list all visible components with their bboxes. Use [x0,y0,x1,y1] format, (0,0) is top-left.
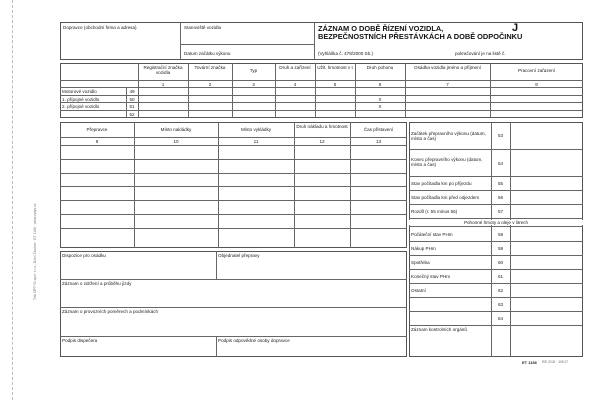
col-number: 11 [253,139,259,144]
continuation-label: pokračování je na listě č. [455,51,506,56]
fuel-code: 58 [497,232,504,237]
col-number: 6 [378,81,382,87]
col-number: 1 [161,81,165,87]
col-header-kind: Druh a zařízení [279,65,311,70]
odo-after-label: Stav počítadla km po příjezdu [411,181,472,186]
col-header-type: Typ [249,68,258,73]
col-header-position: Pracovní zařazení [517,68,556,73]
control-record-label: Záznam kontrolních orgánů [411,327,467,332]
ordered-by-label: Objednatel přepravy [218,253,260,258]
fuel-row-label: Spotřeba [411,260,430,265]
col-header-time: Čas přistavení [363,127,394,132]
crew-dispo-label: Dispozice pro osádku [62,253,106,258]
odo-before-label: Stav počítadla km před odjezdem [411,195,480,200]
col-header-cargo: Druh nákladu a hmotnost [296,124,348,129]
end-code: 54 [497,161,504,166]
fuel-row-label: Nákup PHm [411,246,436,251]
fuel-row-label: Počáteční stav PHm [411,232,453,237]
col-number: 8 [535,81,538,87]
col-number: 5 [333,81,337,87]
odo-diff-label: Rozdíl (r. 55 minus 56) [411,209,458,214]
col-number: 2 [208,81,212,87]
row-label-trailer2: 2. přípojné vozidlo [62,104,100,109]
row-label-trailer1: 1. přípojné vozidlo [62,96,100,102]
form-title-line1: ZÁZNAM O DOBĚ ŘÍZENÍ VOZIDLA, [318,24,444,33]
vehicle-post-label: Stanoviště vozidla [184,25,222,30]
fuel-header: Pohonné hmoty a oleje v litrech [409,220,583,225]
col-header-reg: Registrační značka vozidla [143,65,183,75]
form-letter: J [512,22,519,34]
row-mark: X [378,96,382,102]
col-number: 9 [95,139,99,144]
dispatcher-sign-label: Podpis dispečera [62,338,98,343]
col-header-carrier: Přepravce [86,127,108,132]
form-note: RE 2/15 · 1/9/17 [542,360,569,364]
dispatcher-label: Dopravce (obchodní firma a adresa) [63,25,137,30]
row-mark: X [378,104,382,109]
fuel-code: 59 [497,246,504,251]
start-code: 53 [497,133,504,138]
perforation-line [12,0,13,400]
col-header-crew: Osádka vozidla jméno a příjmení [414,65,481,70]
odo-code: 57 [497,209,504,214]
col-number: 4 [293,81,297,87]
row-label-motor: Motorové vozidlo [62,89,97,94]
operations-record-label: Záznam o provozních poměrech a podmínkách [62,309,159,314]
col-header-unloading: Místo vykládky [240,127,272,132]
delay-record-label: Záznam o zdržení a průběhu jízdy [62,281,132,286]
row-code: 50 [129,96,135,102]
fuel-code: 62 [497,288,504,293]
end-label: Konec přepravního výkonu (datum, místo a čas) [411,157,483,167]
fuel-code: 60 [497,260,504,265]
col-number: 13 [375,139,382,144]
form-title-line2: BEZPEČNOSTNÍCH PŘESTÁVKÁCH A DOBĚ ODPOČINKU [318,32,523,41]
col-number: 3 [252,81,255,87]
fuel-row-label: Konečný stav PHm [411,274,451,279]
col-header-fuel: Druh pohonu [366,65,394,70]
form-code: ET 1166 [522,360,537,365]
start-label: Začátek přepravního výkonu (datum, místo a čas) [411,131,486,141]
fuel-code: 63 [497,302,504,307]
responsible-sign-label: Podpis odpovědné osoby dopravce [218,338,290,343]
row-code: 51 [129,104,135,109]
fuel-row-label: Ostatní [411,288,426,293]
fuel-code: 64 [497,316,504,321]
decree-label: (Vyhláška č. 478/2000 Sb.) [318,51,373,56]
start-date-label: Datum začátku výkonu [184,51,231,56]
row-code: 49 [129,89,135,94]
odo-code: 55 [497,181,504,186]
col-number: 12 [319,139,325,144]
side-print-info: Tisk OPTYS spol. s r.o., Dolní Životice · ET 1166 · www.optys.cz [33,203,37,300]
odo-code: 56 [497,195,504,200]
fuel-code: 61 [497,274,504,279]
row-code: 52 [129,111,135,117]
col-header-loading: Místo nakládky [160,127,192,132]
col-number: 10 [173,139,179,144]
col-header-brand: Tovární značka [194,65,226,70]
col-number: 7 [446,81,449,87]
col-header-weight: Užit. hmotnost v t [317,65,353,70]
